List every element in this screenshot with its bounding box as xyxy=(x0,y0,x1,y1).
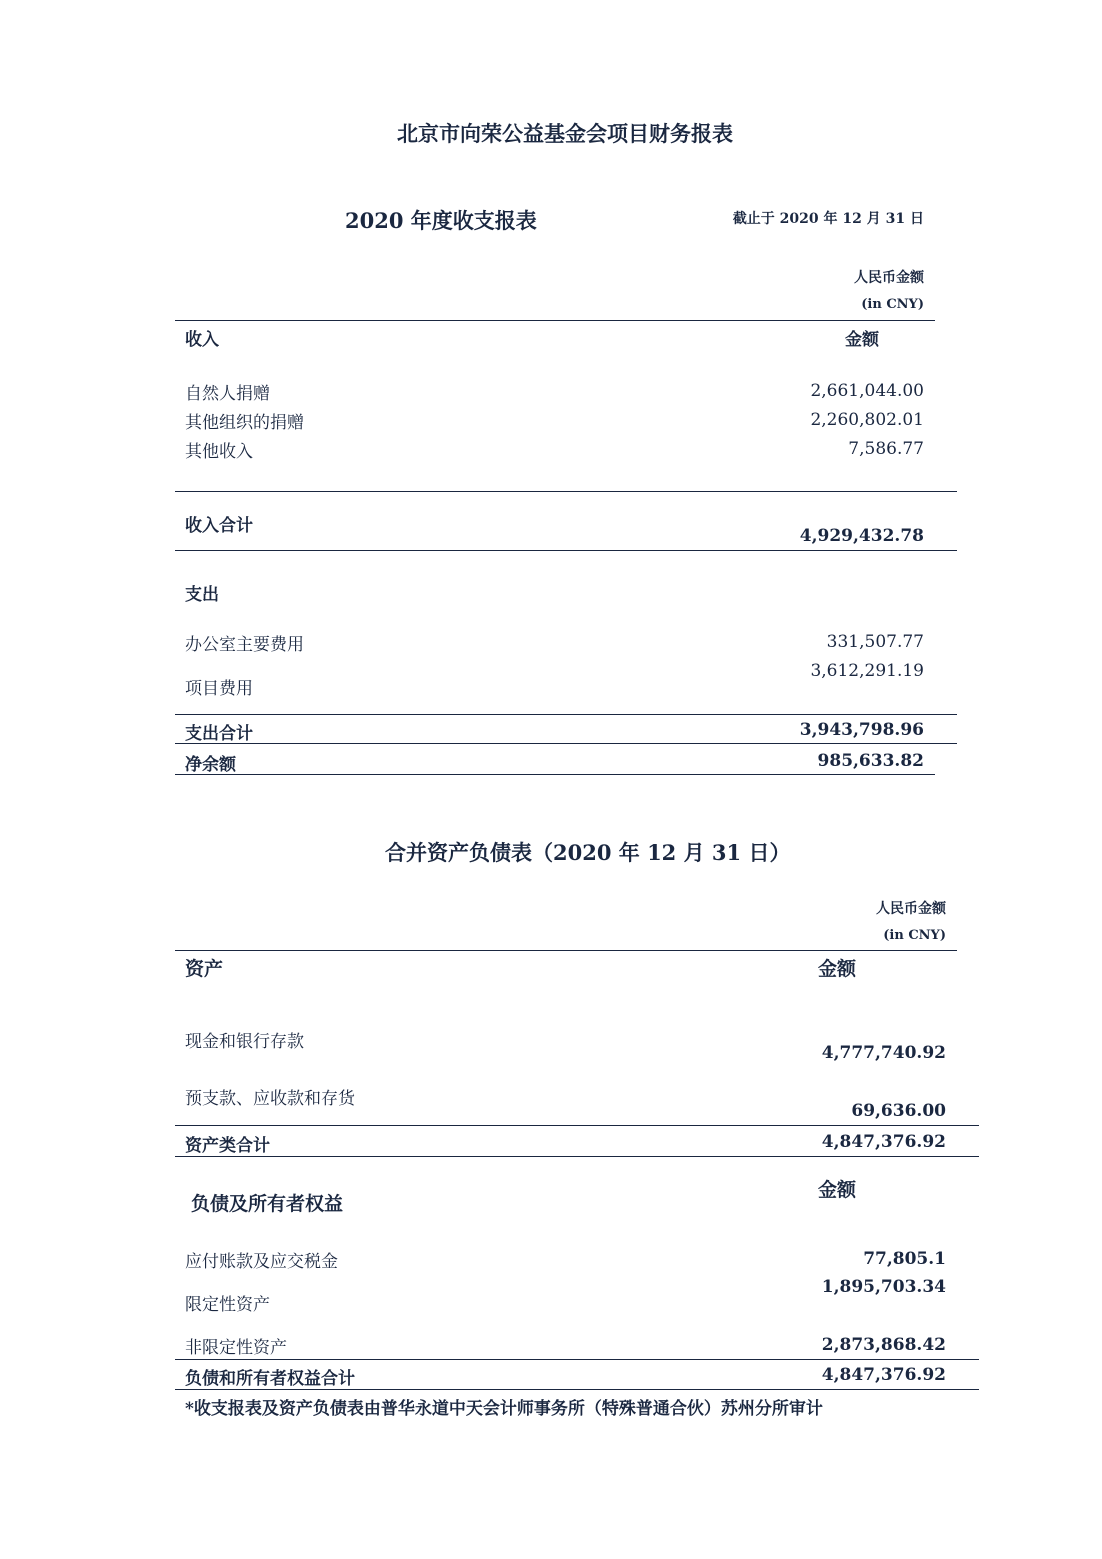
list-item-label: 自然人捐赠 xyxy=(185,384,270,404)
currency-label: 人民币金额 xyxy=(854,270,924,286)
divider xyxy=(175,550,957,551)
list-item-label: 预支款、应收款和存货 xyxy=(185,1089,355,1109)
expense-total-amount: 3,943,798.96 xyxy=(799,720,924,740)
as-of-date: 截止于 2020 年 12 月 31 日 xyxy=(732,211,924,227)
list-item-label: 其他收入 xyxy=(185,442,253,462)
document-title: 北京市向荣公益基金会项目财务报表 xyxy=(397,121,733,146)
divider xyxy=(175,320,935,321)
list-item-amount: 77,805.1 xyxy=(863,1249,946,1269)
net-amount: 985,633.82 xyxy=(817,751,924,771)
list-item-label: 办公室主要费用 xyxy=(185,635,304,655)
currency-code: (in CNY) xyxy=(883,928,946,943)
list-item-amount: 2,661,044.00 xyxy=(810,381,924,401)
list-item-amount: 7,586.77 xyxy=(848,439,924,459)
liabilities-amount-header: 金额 xyxy=(818,1179,857,1201)
divider xyxy=(175,491,957,492)
liabilities-total-label: 负债和所有者权益合计 xyxy=(185,1369,355,1389)
list-item-amount: 4,777,740.92 xyxy=(821,1043,946,1063)
divider xyxy=(175,714,957,715)
expense-total-label: 支出合计 xyxy=(185,724,253,744)
amount-header: 金额 xyxy=(845,330,879,350)
audit-footnote: *收支报表及资产负债表由普华永道中天会计师事务所（特殊普通合伙）苏州分所审计 xyxy=(185,1399,823,1419)
divider xyxy=(175,743,957,744)
expense-header: 支出 xyxy=(185,585,219,605)
divider xyxy=(175,1125,979,1126)
list-item-label: 项目费用 xyxy=(185,679,253,699)
currency-code: (in CNY) xyxy=(861,297,924,312)
balance-sheet-title: 合并资产负债表（2020 年 12 月 31 日） xyxy=(385,840,791,865)
divider xyxy=(175,1359,979,1360)
list-item-amount: 3,612,291.19 xyxy=(810,661,924,681)
income-total-amount: 4,929,432.78 xyxy=(799,526,924,546)
list-item-amount: 331,507.77 xyxy=(826,632,924,652)
income-statement-title: 2020 年度收支报表 xyxy=(345,208,537,233)
divider xyxy=(175,774,935,775)
income-header: 收入 xyxy=(185,330,219,350)
assets-header: 资产 xyxy=(185,958,224,980)
list-item-label: 应付账款及应交税金 xyxy=(185,1252,338,1272)
liabilities-total-amount: 4,847,376.92 xyxy=(821,1365,946,1385)
liabilities-header: 负债及所有者权益 xyxy=(191,1193,344,1215)
list-item-label: 非限定性资产 xyxy=(185,1338,287,1358)
amount-header: 金额 xyxy=(818,958,857,980)
list-item-label: 其他组织的捐赠 xyxy=(185,413,304,433)
currency-label: 人民币金额 xyxy=(876,901,946,917)
assets-total-label: 资产类合计 xyxy=(185,1136,270,1156)
income-total-label: 收入合计 xyxy=(185,516,253,536)
net-label: 净余额 xyxy=(185,755,236,775)
list-item-amount: 69,636.00 xyxy=(851,1101,946,1121)
divider xyxy=(175,1389,979,1390)
divider xyxy=(175,950,957,951)
list-item-amount: 2,873,868.42 xyxy=(821,1335,946,1355)
list-item-label: 现金和银行存款 xyxy=(185,1032,304,1052)
list-item-label: 限定性资产 xyxy=(185,1295,270,1315)
divider xyxy=(175,1156,979,1157)
list-item-amount: 2,260,802.01 xyxy=(810,410,924,430)
list-item-amount: 1,895,703.34 xyxy=(821,1277,946,1297)
assets-total-amount: 4,847,376.92 xyxy=(821,1132,946,1152)
